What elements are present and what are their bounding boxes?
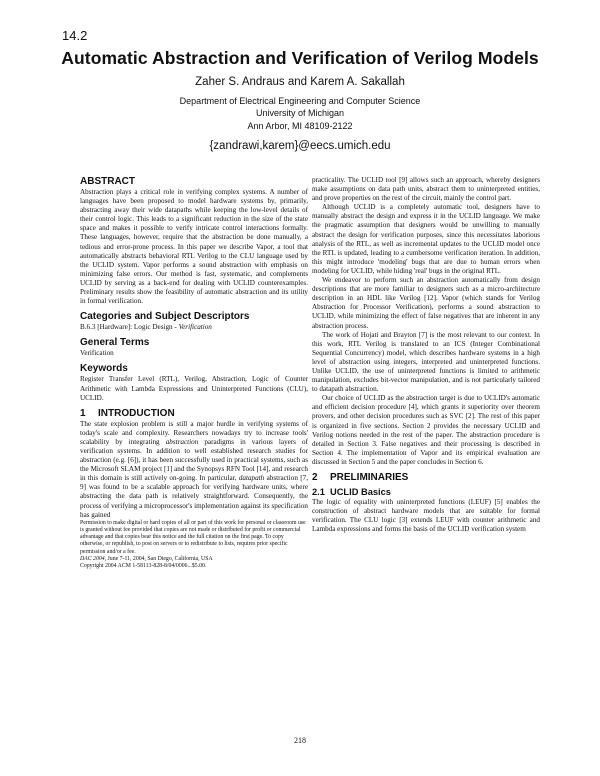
introduction-paragraph [80,420,308,520]
uclid-basics-title: UCLID Basics [330,487,391,497]
general-terms-heading: General Terms [80,337,150,349]
introduction-title: INTRODUCTION [98,407,175,419]
preliminaries-number: 2 [312,472,318,483]
affiliation-university: University of Michigan [255,108,345,119]
abstract-heading: ABSTRACT [80,176,135,187]
introduction-number: 1 [80,407,86,419]
intro-italic-abstraction: abstraction [165,437,199,446]
conference-details: June 7-11, 2004, San Diego, California, USA [106,555,213,562]
intro-italic-datapath: datapath [238,474,265,483]
right-paragraph-3: We endeavor to perform such an abstraction automatically from design descriptions that are more familiar to designers such as a micro-architecture description in an HDL like Verilog [12]. Vapor (which stands for Verilog Abstraction for Processor Verification), performs a sound abstraction to UCLID, while minimizing the effect of false negatives that are inherent in any abstraction process. [312,276,540,330]
intro-text-1: The state explosion problem is still a major hurdle in verifying systems of today's scale and complexity. Researchers nowadays try to increase tools' scalability by integrating [80,419,308,446]
categories-heading: Categories and Subject Descriptors [80,311,250,323]
right-paragraph-2: Although UCLID is a completely automatic tool, designers have to manually abstract the design and express it in the UCLID language. We make the pragmatic assumption that designers would be unwilling to manually abstract the design for verification purposes, since this necessitates laborious analysis of the RTL, as well as incremental updates to the UCLID model once the RTL is updated, leading to a cumbersome verification iteration. In addition, this might introduce 'modeling' bugs that are due to human errors when modeling for UCLID, while hiding 'real' bugs in the original RTL. [312,203,540,275]
page-number: 218 [294,736,306,745]
preliminaries-heading [312,472,540,484]
right-paragraph-1: practicality. The UCLID tool [9] allows such an approach, whereby designers make assumptions on data path units, abstract them to uninterpreted entities, and prove properties on the rest of the circuit, mainly the control part. [312,176,540,203]
categories-italic: Verification [178,323,212,332]
preliminaries-title: PRELIMINARIES [330,472,409,483]
right-paragraph-6: The logic of equality with uninterpreted functions (LEUF) [5] enables the construction of abstract hardware models that are suitable for formal verification. The CLU logic [3] extends LEUF with counter arithmetic and Lambda expressions and forms the basis of the UCLID verification system [312,498,540,534]
intro-text-2: paradigms in various layers of verification systems. In addition to well established research studies for abstraction (e.g. [6]), it has been successfully used in practical systems, such as the Microsoft SLAM project [1] and the Synopsys RFN Tool [14], and research in this domain is still actively on-going. In particular, [80,437,309,483]
paper-title: Automatic Abstraction and Verification of Verilog Models [61,48,539,68]
left-column [80,176,308,570]
keywords-heading: Keywords [80,363,128,375]
abstract-text: Abstraction plays a critical role in verifying complex systems. A number of languages have been proposed to model hardware systems by, primarily, abstracting away their wide datapaths while keeping the low-level details of their control logic. This leads to a significant reduction in the size of the state space and makes it possible to verify intricate control interactions formally. These languages, however, require that the abstraction be done manually, a tedious and error-prone process. In this paper we describe Vapor, a tool that automatically abstracts behavioral RTL Verilog to the CLU language used by the UCLID system. Vapor performs a sound abstraction with emphasis on minimizing false errors. Our method is fast, systematic, and complements UCLID by serving as a back-end for dealing with UCLID counterexamples. Preliminary results show the feasibility of automatic abstraction and its utility in formal verification. [80,188,308,306]
affiliation-department: Department of Electrical Engineering and Computer Science [179,96,421,106]
uclid-basics-number: 2.1 [312,487,325,497]
copyright-notice [80,520,308,570]
session-number: 14.2 [62,28,88,43]
copyright-line: Copyright 2004 ACM 1-58113-828-8/04/0006...$5.00. [80,562,207,569]
introduction-heading [80,408,308,420]
conference-name: DAC 2004, [80,555,107,562]
affiliation [0,95,600,132]
right-paragraph-5: Our choice of UCLID as the abstraction target is due to UCLID's automatic and efficient decision procedure [4], which grants it superiority over theorem provers, and other decision procedures such as SVC [2]. The rest of this paper is organized in five sections. Section 2 provides the necessary UCLID and Verilog notions needed in the rest of the paper. The abstraction procedure is detailed in Section 3. False negatives and their processing is described in Section 4. The implementation of Vapor and its empirical evaluation are discussed in Section 5 and the paper concludes in Section 6. [312,394,540,466]
author-emails: {zandrawi,karem}@eecs.umich.edu [209,140,391,152]
intro-text-3: abstraction [7, 9] was found to be a scalable approach for verifying hardware units, where abstracting the data path is relatively straightforward. Consequently, the process of verifying a microprocessor's implementation against its specification has gained [80,474,308,519]
affiliation-address: Ann Arbor, MI 48109-2122 [247,120,353,131]
copyright-permission: Permission to make digital or hard copies of all or part of this work for personal or classroom use is granted without fee provided that copies are not made or distributed for profit or commercial advantage and that copies bear this notice and the full citation on the first page. To copy otherwise, or republish, to post on servers or to redistribute to lists, requires prior specific permission and/or a fee. [80,519,306,555]
categories-text [80,323,308,332]
general-terms-text: Verification [80,349,114,358]
copyright-conference [80,556,308,563]
categories-plain: B.6.3 [Hardware]: Logic Design - [80,323,179,332]
keywords-text: Register Transfer Level (RTL), Verilog, Abstraction, Logic of Counter Arithmetic with Lambda Expressions and Uninterpreted Functions (CLU), UCLID. [80,375,308,402]
paper-authors: Zaher S. Andraus and Karem A. Sakallah [195,76,405,88]
right-paragraph-4: The work of Hojati and Brayton [7] is the most relevant to our context. In this work, RTL Verilog is translated to an ICS (Integer Combinational Sequential Concurrency) model, which describes hardware systems in a high level of abstraction using integers, interpreted and uninterpreted functions. Unlike UCLID, the use of uninterpreted functions is limited to arithmetic manipulation, excludes bit-vector manipulation, and is not particularly tailored to datapath abstraction. [312,330,540,394]
right-column [312,176,540,534]
uclid-basics-heading [312,487,540,498]
